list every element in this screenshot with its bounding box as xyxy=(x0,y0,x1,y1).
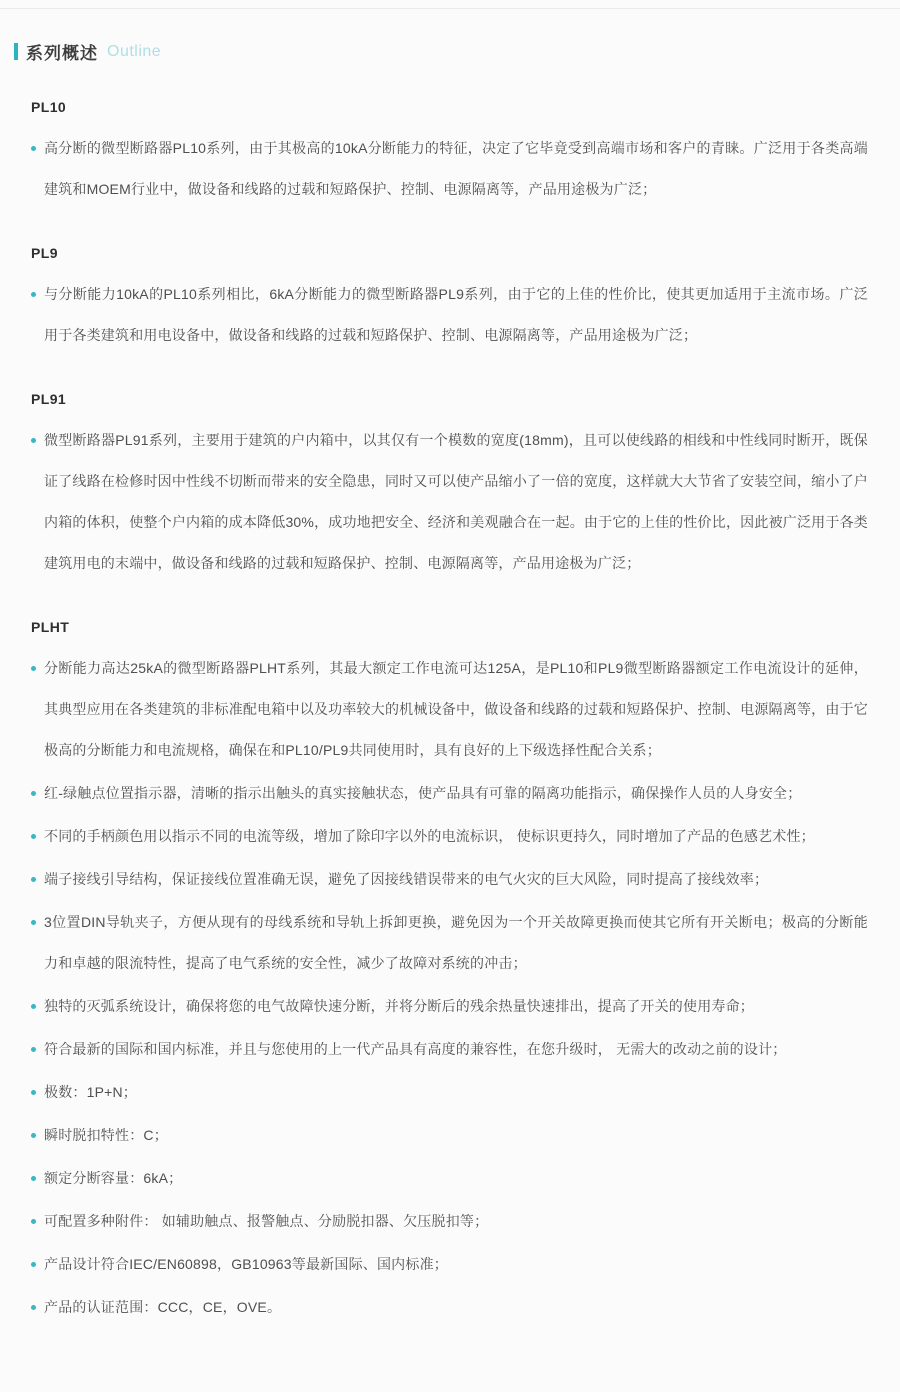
list-item xyxy=(31,1201,868,1242)
bullet-text: 红-绿触点位置指示器，清晰的指示出触头的真实接触状态，使产品具有可靠的隔离功能指示，确保操作人员的人身安全； xyxy=(44,785,802,801)
bullet-text: 与分断能力10kA的PL10系列相比，6kA分断能力的微型断路器PL9系列，由于它的上佳的性价比，使其更加适用于主流市场。广泛用于各类建筑和用电设备中，做设备和线路的过载和短路保护、控制、电源隔离等，产品用途极为广泛； xyxy=(44,286,868,343)
page-title xyxy=(14,39,868,64)
list-item xyxy=(31,128,868,210)
bullet-dot-icon xyxy=(31,1262,36,1267)
bullet-text: 产品的认证范围：CCC，CE，OVE。 xyxy=(44,1299,282,1315)
list-item xyxy=(31,420,868,584)
list-item xyxy=(31,1244,868,1285)
section-heading-pl10: PL10 xyxy=(31,99,67,115)
bullet-dot-icon xyxy=(31,1133,36,1138)
list-item xyxy=(31,1072,868,1113)
bullet-dot-icon xyxy=(31,791,36,796)
list-item xyxy=(31,986,868,1027)
bullet-dot-icon xyxy=(31,666,36,671)
section-heading-pl9: PL9 xyxy=(31,245,58,261)
list-item xyxy=(31,902,868,984)
bullet-text: 分断能力高达25kA的微型断路器PLHT系列，其最大额定工作电流可达125A，是PL10和PL9微型断路器额定工作电流设计的延伸，其典型应用在各类建筑的非标准配电箱中以及功率较大的机械设备中，做设备和线路的过载和短路保护、控制、电源隔离等，由于它极高的分断能力和电流规格，确保在和PL10/PL9共同使用时，具有良好的上下级选择性配合关系； xyxy=(44,660,868,758)
bullet-dot-icon xyxy=(31,1219,36,1224)
list-item xyxy=(31,816,868,857)
list-item xyxy=(31,274,868,356)
bullet-text: 额定分断容量：6kA； xyxy=(44,1170,183,1186)
section-pl91 xyxy=(31,390,868,584)
bullet-text: 瞬时脱扣特性：C； xyxy=(44,1127,168,1143)
list-item xyxy=(31,1158,868,1199)
list-item xyxy=(31,773,868,814)
page-title-cn: 系列概述 xyxy=(26,44,98,63)
list-item xyxy=(31,1287,868,1328)
section-pl9 xyxy=(31,244,868,356)
document-content xyxy=(0,9,900,1370)
list-item xyxy=(31,1115,868,1156)
bullet-dot-icon xyxy=(31,1047,36,1052)
section-pl10 xyxy=(31,98,868,210)
bullet-text: 端子接线引导结构，保证接线位置准确无误，避免了因接线错误带来的电气火灾的巨大风险，同时提高了接线效率； xyxy=(44,871,769,887)
title-accent-bar-icon xyxy=(14,43,18,60)
bullet-text: 3位置DIN导轨夹子，方便从现有的母线系统和导轨上拆卸更换，避免因为一个开关故障更换而使其它所有开关断电；极高的分断能力和卓越的限流特性，提高了电气系统的安全性，减少了故障对系统的冲击； xyxy=(44,914,868,971)
bullet-text: 产品设计符合IEC/EN60898，GB10963等最新国际、国内标准； xyxy=(44,1256,448,1272)
bullet-text: 不同的手柄颜色用以指示不同的电流等级，增加了除印字以外的电流标识， 使标识更持久，同时增加了产品的色感艺术性； xyxy=(44,828,815,844)
bullet-dot-icon xyxy=(31,1004,36,1009)
bullet-text: 高分断的微型断路器PL10系列，由于其极高的10kA分断能力的特征，决定了它毕竟受到高端市场和客户的青睐。广泛用于各类高端建筑和MOEM行业中，做设备和线路的过载和短路保护、控制、电源隔离等，产品用途极为广泛； xyxy=(44,140,868,197)
bullet-text: 符合最新的国际和国内标准，并且与您使用的上一代产品具有高度的兼容性，在您升级时， 无需大的改动之前的设计； xyxy=(44,1041,787,1057)
bullet-dot-icon xyxy=(31,877,36,882)
bullet-dot-icon xyxy=(31,146,36,151)
bullet-dot-icon xyxy=(31,292,36,297)
section-plht xyxy=(31,618,868,1328)
bullet-dot-icon xyxy=(31,1090,36,1095)
section-heading-plht: PLHT xyxy=(31,619,70,635)
bullet-dot-icon xyxy=(31,920,36,925)
bullet-text: 独特的灭弧系统设计，确保将您的电气故障快速分断，并将分断后的残余热量快速排出，提高了开关的使用寿命； xyxy=(44,998,754,1014)
bullet-dot-icon xyxy=(31,438,36,443)
list-item xyxy=(31,648,868,771)
list-item xyxy=(31,859,868,900)
bullet-dot-icon xyxy=(31,1176,36,1181)
page-title-en: Outline xyxy=(107,42,162,60)
bullet-dot-icon xyxy=(31,1305,36,1310)
bullet-dot-icon xyxy=(31,834,36,839)
section-heading-pl91: PL91 xyxy=(31,391,67,407)
bullet-text: 可配置多种附件： 如辅助触点、报警触点、分励脱扣器、欠压脱扣等； xyxy=(44,1213,489,1229)
bullet-text: 极数：1P+N； xyxy=(44,1084,138,1100)
bullet-text: 微型断路器PL91系列，主要用于建筑的户内箱中，以其仅有一个模数的宽度(18mm)，且可以使线路的相线和中性线同时断开，既保证了线路在检修时因中性线不切断而带来的安全隐患，同时又可以使产品缩小了一倍的宽度，这样就大大节省了安装空间，缩小了户内箱的体积，使整个户内箱的成本降低30%，成功地把安全、经济和美观融合在一起。由于它的上佳的性价比，因此被广泛用于各类建筑用电的末端中，做设备和线路的过载和短路保护、控制、电源隔离等，产品用途极为广泛； xyxy=(44,432,868,571)
document-page xyxy=(0,8,900,1370)
list-item xyxy=(31,1029,868,1070)
